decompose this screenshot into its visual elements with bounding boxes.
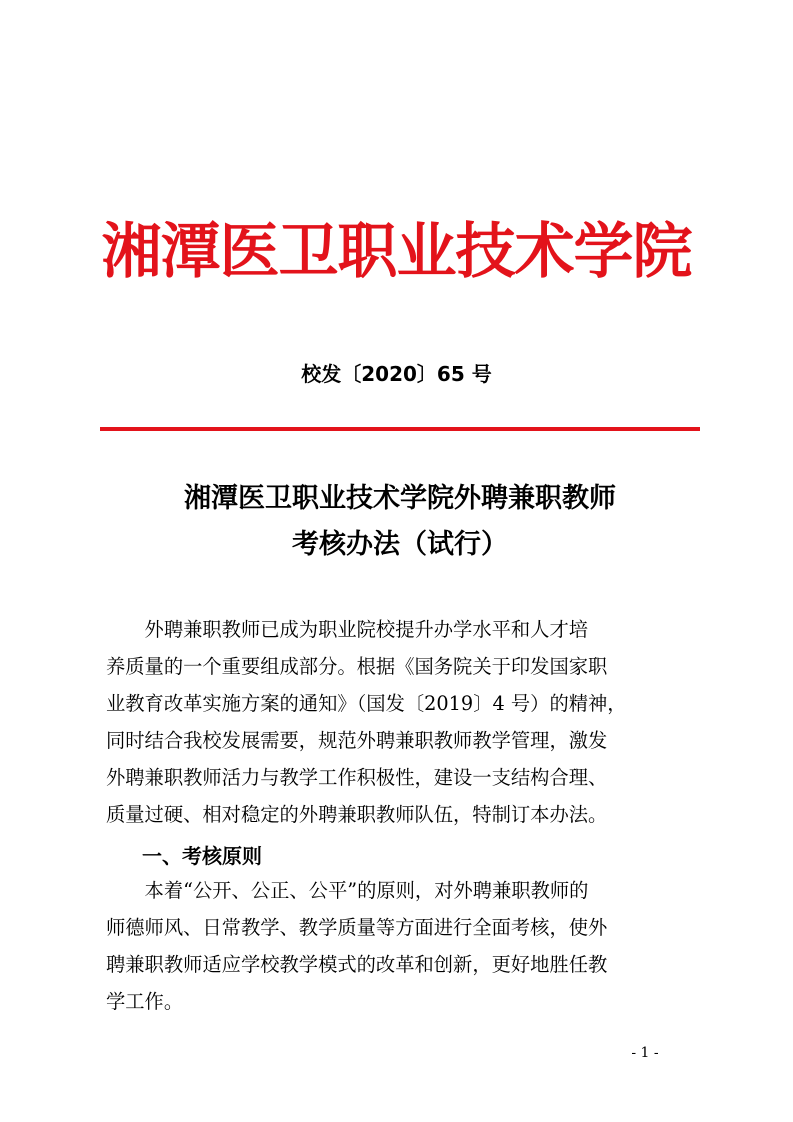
document-number: 校发〔2020〕65 号 bbox=[301, 362, 492, 386]
section-paragraph-line: 本着“公开、公正、公平”的原则，对外聘兼职教师的 bbox=[106, 879, 589, 902]
intro-paragraph-line: 业教育改革实施方案的通知》（国发〔2019〕4 号）的精神， bbox=[106, 692, 627, 715]
section-paragraph-line: 聘兼职教师适应学校教学模式的改革和创新，更好地胜任教 bbox=[106, 953, 608, 976]
section-paragraph-line: 师德师风、日常教学、教学质量等方面进行全面考核，使外 bbox=[106, 916, 608, 939]
institution-header: 湘潭医卫职业技术学院 bbox=[101, 217, 692, 287]
document-title-line-1: 湘潭医卫职业技术学院外聘兼职教师 bbox=[184, 483, 616, 514]
intro-paragraph-line: 外聘兼职教师活力与教学工作积极性，建设一支结构合理、 bbox=[106, 766, 608, 789]
intro-paragraph-line: 外聘兼职教师已成为职业院校提升办学水平和人才培 bbox=[106, 618, 589, 641]
intro-paragraph-line: 同时结合我校发展需要，规范外聘兼职教师教学管理，激发 bbox=[106, 729, 608, 752]
page-number: - 1 - bbox=[631, 1045, 659, 1061]
document-title-line-2: 考核办法（试行） bbox=[292, 529, 508, 560]
intro-paragraph-line: 质量过硬、相对稳定的外聘兼职教师队伍，特制订本办法。 bbox=[106, 803, 608, 826]
section-heading: 一、考核原则 bbox=[142, 844, 262, 868]
red-separator-rule bbox=[100, 427, 700, 431]
intro-paragraph-line: 养质量的一个重要组成部分。根据《国务院关于印发国家职 bbox=[106, 655, 608, 678]
section-paragraph-line: 学工作。 bbox=[106, 990, 184, 1013]
